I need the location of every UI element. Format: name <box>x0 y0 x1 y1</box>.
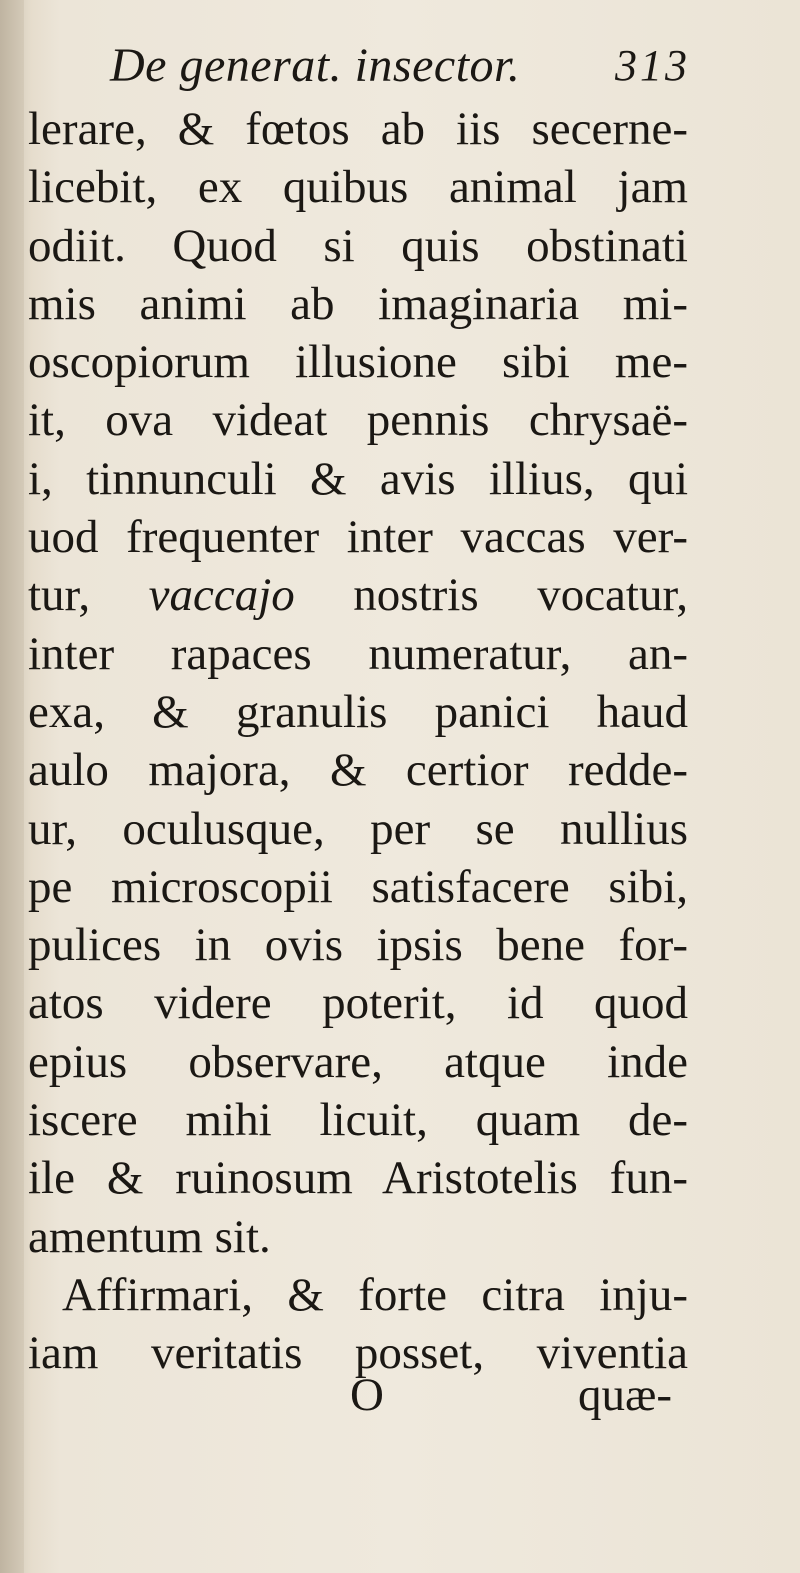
text-line-11: exa, & granulis panici haud <box>28 685 688 738</box>
text-line-15: pulices in ovis ipsis bene for- <box>28 919 688 972</box>
text-line-5: oscopiorum illusione sibi me- <box>28 336 688 389</box>
text-line-19: ile & ruinosum Aristotelis fun- <box>28 1152 688 1205</box>
text-line-2: licebit, ex quibus animal jam <box>28 161 688 214</box>
body-text <box>28 100 688 1383</box>
text-line-13: ur, oculusque, per se nullius <box>28 802 688 855</box>
text-line-14: pe microscopii satisfacere sibi, <box>28 860 688 913</box>
text-line-8: uod frequenter inter vaccas ver- <box>28 511 688 564</box>
text-line-4: mis animi ab imaginaria mi- <box>28 277 688 330</box>
italic-term: vaccajo <box>148 569 295 622</box>
page-number: 313 <box>615 41 690 90</box>
text-line-22: iam veritatis posset, viventia <box>28 1327 688 1380</box>
text-line-10: inter rapaces numeratur, an- <box>28 627 688 680</box>
text-line-12: aulo majora, & certior redde- <box>28 744 688 797</box>
text-line-9 <box>28 566 688 624</box>
text-line-16: atos videre poterit, id quod <box>28 977 688 1030</box>
text-line-21: Affirmari, & forte citra inju- <box>62 1268 688 1321</box>
text-line-7: i, tinnunculi & avis illius, qui <box>28 452 688 505</box>
text-line-1: lerare, & fœtos ab iis secerne- <box>28 103 688 155</box>
running-head: De generat. insector. <box>110 39 521 92</box>
page-header <box>110 38 690 98</box>
page-gutter-shadow <box>0 0 24 1573</box>
text-line-9-start: tur, <box>28 569 149 622</box>
text-line-20: amentum sit. <box>28 1210 271 1263</box>
text-line-17: epius observare, atque inde <box>28 1035 688 1088</box>
catchword: quæ- <box>578 1369 672 1421</box>
signature-mark: O <box>350 1369 384 1421</box>
page-footer <box>0 1365 800 1425</box>
text-line-18: iscere mihi licuit, quam de- <box>28 1094 688 1147</box>
text-line-6: it, ova videat pennis chrysaë- <box>28 394 688 447</box>
text-line-9-end: nostris vocatur, <box>294 569 688 622</box>
text-line-3: odiit. Quod si quis obstinati <box>28 219 688 272</box>
